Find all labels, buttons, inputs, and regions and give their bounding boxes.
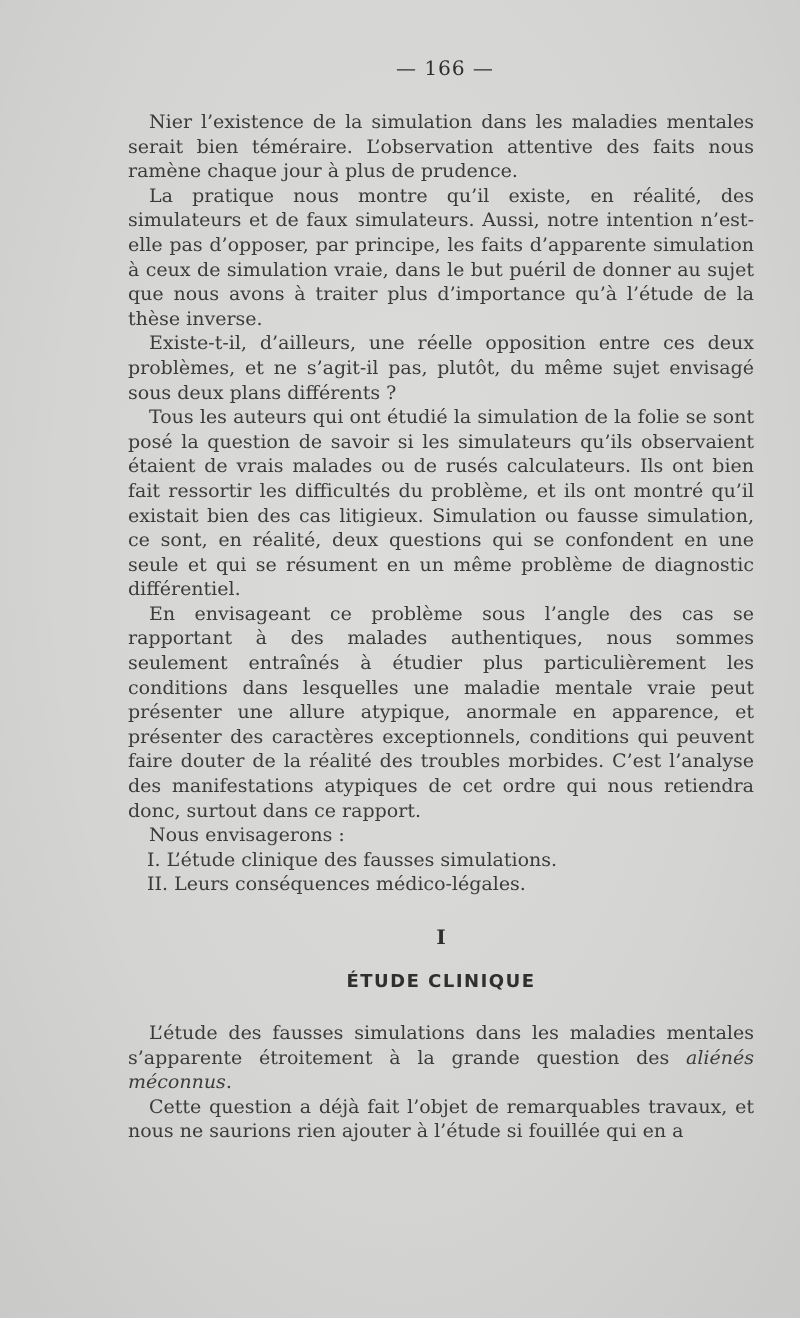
paragraph: Tous les auteurs qui ont étudié la simulation de la folie se sont posé la question de savoir si les simulateurs qu’ils observaient étaient de vrais malades ou de rusés calculateurs. Ils ont bien fait ressortir les difficultés du problème, et ils ont montré qu’il existait bien des cas litigieux. Simulation ou fausse simulation, ce sont, en réalité, deux questions qui se confondent en une seule et qui se résument en un même problème de diagnostic différentiel.: [128, 406, 754, 601]
paragraph: La pratique nous montre qu’il existe, en réalité, des simulateurs et de faux simulateurs. Aussi, notre intention n’est-elle pas d’opposer, par principe, les faits d’apparente simulation à ceux de simulation vraie, dans le but puéril de donner au sujet que nous avons à traiter plus d’importance qu’à l’étude de la thèse inverse.: [128, 184, 754, 330]
paragraph-end: .: [225, 1071, 232, 1094]
body-text: [128, 110, 754, 897]
paragraph: Cette question a déjà fait l’objet de remarquables travaux, et nous ne saurions rien ajouter à l’étude si fouillée qui en a: [128, 1095, 754, 1143]
section-body: [128, 1021, 754, 1144]
paragraph: En envisageant ce problème sous l’angle des cas se rapportant à des malades authentiques, nous sommes seulement entraînés à étudier plus particulièrement les conditions dans lesquelles une maladie mentale vraie peut présenter une allure atypique, anormale en apparence, et présenter des caractères exceptionnels, conditions qui peuvent faire douter de la réalité des troubles morbides. C’est l’analyse des manifestations atypiques de cet ordre qui nous retiendra donc, surtout dans ce rapport.: [128, 602, 754, 822]
page-number: — 166 —: [396, 56, 494, 80]
paragraph: Nier l’existence de la simulation dans les maladies mentales serait bien téméraire. L’observation attentive des faits nous ramène chaque jour à plus de prudence.: [128, 111, 754, 183]
list-item: I. L’étude clinique des fausses simulations.: [147, 848, 558, 871]
paragraph: Nous envisagerons :: [149, 824, 345, 847]
paragraph: Existe-t-il, d’ailleurs, une réelle opposition entre ces deux problèmes, et ne s’agit-il pas, plutôt, du même sujet envisagé sous deux plans différents ?: [128, 332, 754, 404]
section-number: I: [436, 925, 446, 949]
section-title: ÉTUDE CLINIQUE: [346, 971, 536, 992]
paragraph-text: L’étude des fausses simulations dans les maladies mentales s’apparente étroitement à la grande question des: [128, 1022, 754, 1069]
document-page: [128, 56, 754, 1144]
paragraph: [128, 1021, 754, 1095]
italic-term: aliénés méconnus: [128, 1046, 754, 1094]
list-item: II. Leurs conséquences médico-légales.: [147, 873, 526, 896]
